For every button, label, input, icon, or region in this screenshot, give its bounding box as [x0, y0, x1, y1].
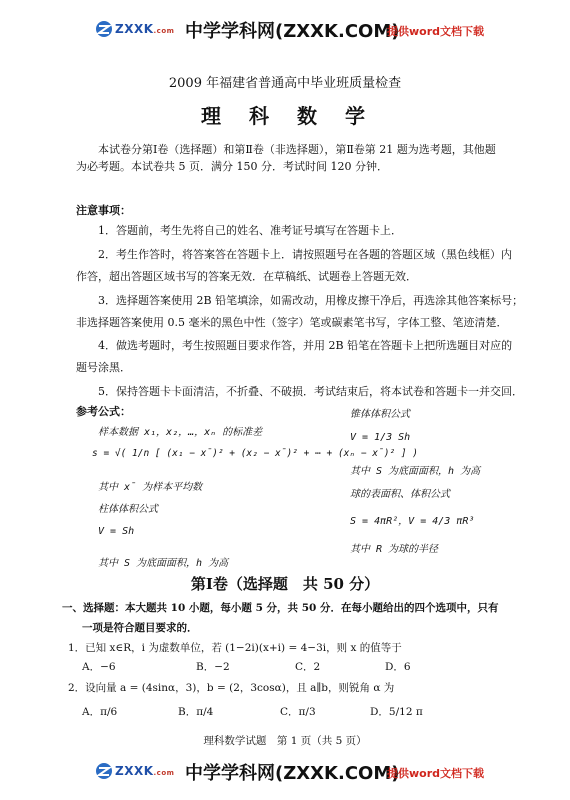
notice-line: 作答，超出答题区域书写的答案无效．在草稿纸、试题卷上答题无效． — [76, 270, 417, 283]
logo-icon — [95, 762, 113, 780]
download-link[interactable]: 提供word文档下载 — [387, 25, 485, 38]
sample-line: 样本数据 x₁，x₂，…，xₙ 的标准差 — [98, 427, 263, 438]
section-title: 第Ⅰ卷（选择题 共 50 分） — [190, 575, 380, 593]
question-2-option-c[interactable]: C．π/3 — [280, 706, 316, 718]
notice-line: 4．做选考题时，考生按照题目要求作答，并用 2B 铅笔在答题卡上把所选题目对应的 — [98, 339, 513, 352]
question-1-option-b[interactable]: B．−2 — [196, 661, 230, 673]
question-1-option-a[interactable]: A．−6 — [82, 661, 116, 673]
notice-line: 2．考生作答时，将答案答在答题卡上．请按照题号在各题的答题区域（黑色线框）内 — [98, 248, 512, 261]
notice-line: 3．选择题答案使用 2B 铅笔填涂，如需改动，用橡皮擦干净后，再选涂其他答案标号； — [98, 294, 524, 307]
sphere-note: 其中 R 为球的半径 — [350, 544, 439, 555]
cone-note: 其中 S 为底面面积，h 为高 — [350, 466, 481, 477]
notice-heading: 注意事项： — [76, 204, 131, 217]
site-logo[interactable] — [95, 18, 175, 44]
site-name[interactable]: 中学学科网(ZXXK.COM) — [185, 763, 400, 784]
exam-subject: 理 科 数 学 — [201, 104, 369, 128]
section-instruction-2: 一项是符合题目要求的． — [82, 622, 198, 634]
question-1-option-c[interactable]: C．2 — [295, 661, 321, 673]
sphere-formula: S = 4πR²，V = 4/3 πR³ — [350, 516, 475, 527]
std-formula: s = √( 1/n [ (x₁ − x̄)² + (x₂ − x̄)² + ⋯ + (xₙ − x̄)² ] ) — [92, 448, 419, 459]
notice-line: 非选择题答案使用 0.5 毫米的黑色中性（签字）笔或碳素笔书写，字体工整、笔迹清楚． — [76, 316, 508, 329]
intro-line-1: 本试卷分第Ⅰ卷（选择题）和第Ⅱ卷（非选择题），第Ⅱ卷第 21 题为选考题，其他题 — [98, 143, 496, 156]
question-1-option-d[interactable]: D．6 — [385, 661, 411, 673]
question-2-option-a[interactable]: A．π/6 — [82, 706, 118, 718]
formulas-heading: 参考公式： — [76, 405, 131, 418]
cone-formula: V = 1/3 Sh — [350, 432, 411, 443]
question-2-stem: 2．设向量 a = (4sinα，3)，b = (2，3cosα)，且 a∥b，则锐角 α 为 — [68, 682, 395, 694]
question-2-option-d[interactable]: D．5/12 π — [370, 706, 423, 718]
question-2-option-b[interactable]: B．π/4 — [178, 706, 214, 718]
notice-line: 题号涂黑． — [76, 361, 131, 374]
prism-note: 其中 S 为底面面积，h 为高 — [98, 558, 229, 569]
mean-note: 其中 x̄ 为样本平均数 — [98, 482, 203, 493]
logo-text: ZXXK.com — [115, 764, 175, 778]
prism-title: 柱体体积公式 — [98, 504, 158, 515]
site-logo[interactable] — [95, 760, 175, 786]
prism-formula: V = Sh — [98, 526, 135, 537]
site-name[interactable]: 中学学科网(ZXXK.COM) — [185, 21, 400, 42]
notice-line: 5．保持答题卡卡面清洁，不折叠、不破损．考试结束后，将本试卷和答题卡一并交回． — [98, 385, 523, 398]
page-footer: 理科数学试题 第 1 页（共 5 页） — [203, 735, 367, 747]
cone-title: 锥体体积公式 — [350, 409, 410, 420]
bottom-banner — [0, 756, 570, 790]
logo-text: ZXXK.com — [115, 22, 175, 36]
intro-line-2: 为必考题。本试卷共 5 页．满分 150 分．考试时间 120 分钟． — [76, 160, 388, 173]
section-instruction-1: 一、选择题：本大题共 10 小题，每小题 5 分，共 50 分．在每小题给出的四个选项中，只有 — [62, 602, 499, 614]
download-link[interactable]: 提供word文档下载 — [387, 767, 485, 780]
sphere-title: 球的表面积、体积公式 — [350, 489, 450, 500]
exam-title: 2009 年福建省普通高中毕业班质量检查 — [168, 76, 402, 91]
notice-line: 1．答题前，考生先将自己的姓名、准考证号填写在答题卡上． — [98, 224, 402, 237]
top-banner — [0, 14, 570, 48]
question-1-stem: 1．已知 x∈R，i 为虚数单位，若 (1−2i)(x+i) = 4−3i，则 x 的值等于 — [68, 642, 402, 654]
logo-icon — [95, 20, 113, 38]
